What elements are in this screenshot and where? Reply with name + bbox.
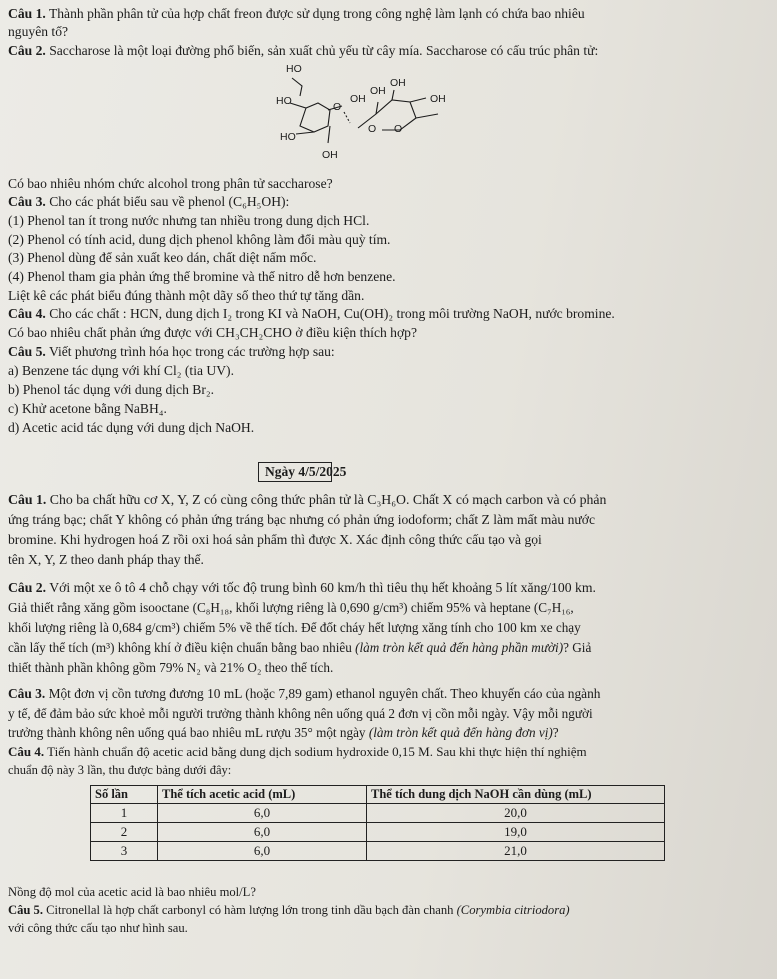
p1-q5-a: a) Benzene tác dụng với khí Cl₂ (tia UV). (8, 363, 234, 378)
p2-q1-line3: bromine. Khi hydrogen hoá Z rồi oxi hoá sản phẩm thì được X. Xác định công thức cấu tạo và gọi (8, 532, 542, 547)
p1-q3-ask: Liệt kê các phát biểu đúng thành một dãy số theo thứ tự tăng dần. (8, 288, 365, 303)
p2-q4-ask: Nồng độ mol của acetic acid là bao nhiêu mol/L? (8, 885, 256, 899)
struct-oh-right: OH (430, 93, 446, 105)
p1-q5-d: d) Acetic acid tác dụng với dung dịch NaOH. (8, 420, 255, 435)
struct-ho-top: HO (286, 63, 302, 75)
table-header: Thể tích dung dịch NaOH cần dùng (mL) (367, 786, 665, 804)
p2-q1-line2: ứng tráng bạc; chất Y không có phản ứng tráng bạc nhưng có phản ứng iodoform; chất Z làm mất màu nước (8, 512, 595, 527)
table-cell: 6,0 (158, 842, 367, 861)
p2-q1-line4: tên X, Y, Z theo danh pháp thay thế. (8, 552, 204, 567)
p2-q2-line4: cần lấy thể tích (m³) không khí ở điều kiện chuẩn bằng bao nhiêu (làm tròn kết quả đến hàng phần mười)? Giả (8, 640, 592, 655)
struct-o1: O (333, 101, 342, 113)
p1-q3-item-4: (4) Phenol tham gia phản ứng thế bromine và thế nitro dễ hơn benzene. (8, 269, 396, 284)
p1-q5: Câu 5. Viết phương trình hóa học trong các trường hợp sau: (8, 344, 335, 359)
p1-q2: Câu 2. Saccharose là một loại đường phổ biến, sản xuất chủ yếu từ cây mía. Saccharose có cấu trúc phân tử: (8, 43, 599, 58)
struct-oh-b: OH (370, 85, 386, 97)
table-cell: 1 (91, 804, 158, 823)
p1-q5-b: b) Phenol tác dụng với dung dịch Br₂. (8, 382, 214, 397)
p2-q2-line5: thiết thành phần không gồm 79% N₂ và 21% O₂ theo thể tích. (8, 660, 334, 675)
struct-oh-bottom: OH (322, 149, 338, 161)
table-row (91, 804, 665, 823)
p2-q4-line1: Câu 4. Tiến hành chuẩn độ acetic acid bằng dung dịch sodium hydroxide 0,15 M. Sau khi thực hiện thí nghiệm (8, 744, 587, 759)
struct-oh-a: OH (350, 93, 366, 105)
p2-q1-line1: Câu 1. Cho ba chất hữu cơ X, Y, Z có cùng công thức phân tử là C₃H₆O. Chất X có mạch carbon và có phản (8, 492, 607, 507)
table-cell: 20,0 (367, 804, 665, 823)
struct-ho-mid: HO (276, 95, 292, 107)
p1-q1-cont: nguyên tố? (8, 24, 69, 39)
date-box: Ngày 4/5/2025 (258, 462, 332, 482)
struct-oh-c: OH (390, 77, 406, 89)
table-cell: 6,0 (158, 804, 367, 823)
p2-q3-line3: trưởng thành không nên uống quá bao nhiêu mL rượu 35° một ngày (làm tròn kết quả đến hàng đơn vị)? (8, 725, 559, 740)
table-cell: 6,0 (158, 823, 367, 842)
p1-q3-item-3: (3) Phenol dùng để sản xuất keo dán, chất diệt nấm mốc. (8, 250, 317, 265)
table-cell: 2 (91, 823, 158, 842)
p1-q4-cont: Có bao nhiêu chất phản ứng được với CH₃CH₂CHO ở điều kiện thích hợp? (8, 325, 417, 340)
p1-q2-question: Có bao nhiêu nhóm chức alcohol trong phân tử saccharose? (8, 176, 333, 191)
table-header: Số lần (91, 786, 158, 804)
struct-o3: O (394, 123, 403, 135)
p2-q5-line1: Câu 5. Citronellal là hợp chất carbonyl có hàm lượng lớn trong tinh dầu bạch đàn chanh (Corymbia citriodora) (8, 903, 570, 917)
struct-ho-low: HO (280, 131, 296, 143)
p2-q3-line2: y tế, để đảm bảo sức khoẻ mỗi người trưởng thành không nên uống quá 2 đơn vị cồn mỗi ngày. Vậy mỗi người (8, 706, 593, 721)
p1-q4: Câu 4. Cho các chất : HCN, dung dịch I₂ trong KI và NaOH, Cu(OH)₂ trong môi trường NaOH, nước bromine. (8, 306, 615, 321)
p2-q4-line2: chuẩn độ này 3 lần, thu được bảng dưới đây: (8, 763, 232, 777)
table-cell: 21,0 (367, 842, 665, 861)
saccharose-structure (270, 58, 500, 168)
table-row (91, 823, 665, 842)
table-cell: 19,0 (367, 823, 665, 842)
struct-o2: O (368, 123, 377, 135)
p2-q2-line2: Giả thiết rằng xăng gồm isooctane (C₈H₁₈, khối lượng riêng là 0,690 g/cm³) chiếm 95% và heptane (C₇H₁₆, (8, 600, 574, 615)
table-cell: 3 (91, 842, 158, 861)
p2-q3-line1: Câu 3. Một đơn vị cồn tương đương 10 mL (hoặc 7,89 gam) ethanol nguyên chất. Theo khuyến cáo của ngành (8, 686, 601, 701)
titration-table (90, 785, 665, 861)
p1-q5-c: c) Khử acetone bằng NaBH₄. (8, 401, 167, 416)
p1-q1: Câu 1. Thành phần phân tử của hợp chất freon được sử dụng trong công nghệ làm lạnh có chứa bao nhiêu (8, 6, 585, 21)
p2-q5-line2: với công thức cấu tạo như hình sau. (8, 921, 188, 935)
p1-q3-item-1: (1) Phenol tan ít trong nước nhưng tan nhiều trong dung dịch HCl. (8, 213, 370, 228)
p1-q1-label: Câu 1. (8, 6, 46, 21)
p2-q2-line1: Câu 2. Với một xe ô tô 4 chỗ chạy với tốc độ trung bình 60 km/h thì tiêu thụ hết khoảng 5 lít xăng/100 km. (8, 580, 596, 595)
p1-q3-item-2: (2) Phenol có tính acid, dung dịch phenol không làm đổi màu quỳ tím. (8, 232, 391, 247)
p2-q2-line3: khối lượng riêng là 0,684 g/cm³) chiếm 5% về thể tích. Để đốt cháy hết lượng xăng tính cho 100 km xe chạy (8, 620, 581, 635)
p1-q3: Câu 3. Cho các phát biểu sau về phenol (C₆H₅OH): (8, 194, 290, 209)
table-row (91, 842, 665, 861)
table-header-row (91, 786, 665, 804)
table-header: Thể tích acetic acid (mL) (158, 786, 367, 804)
